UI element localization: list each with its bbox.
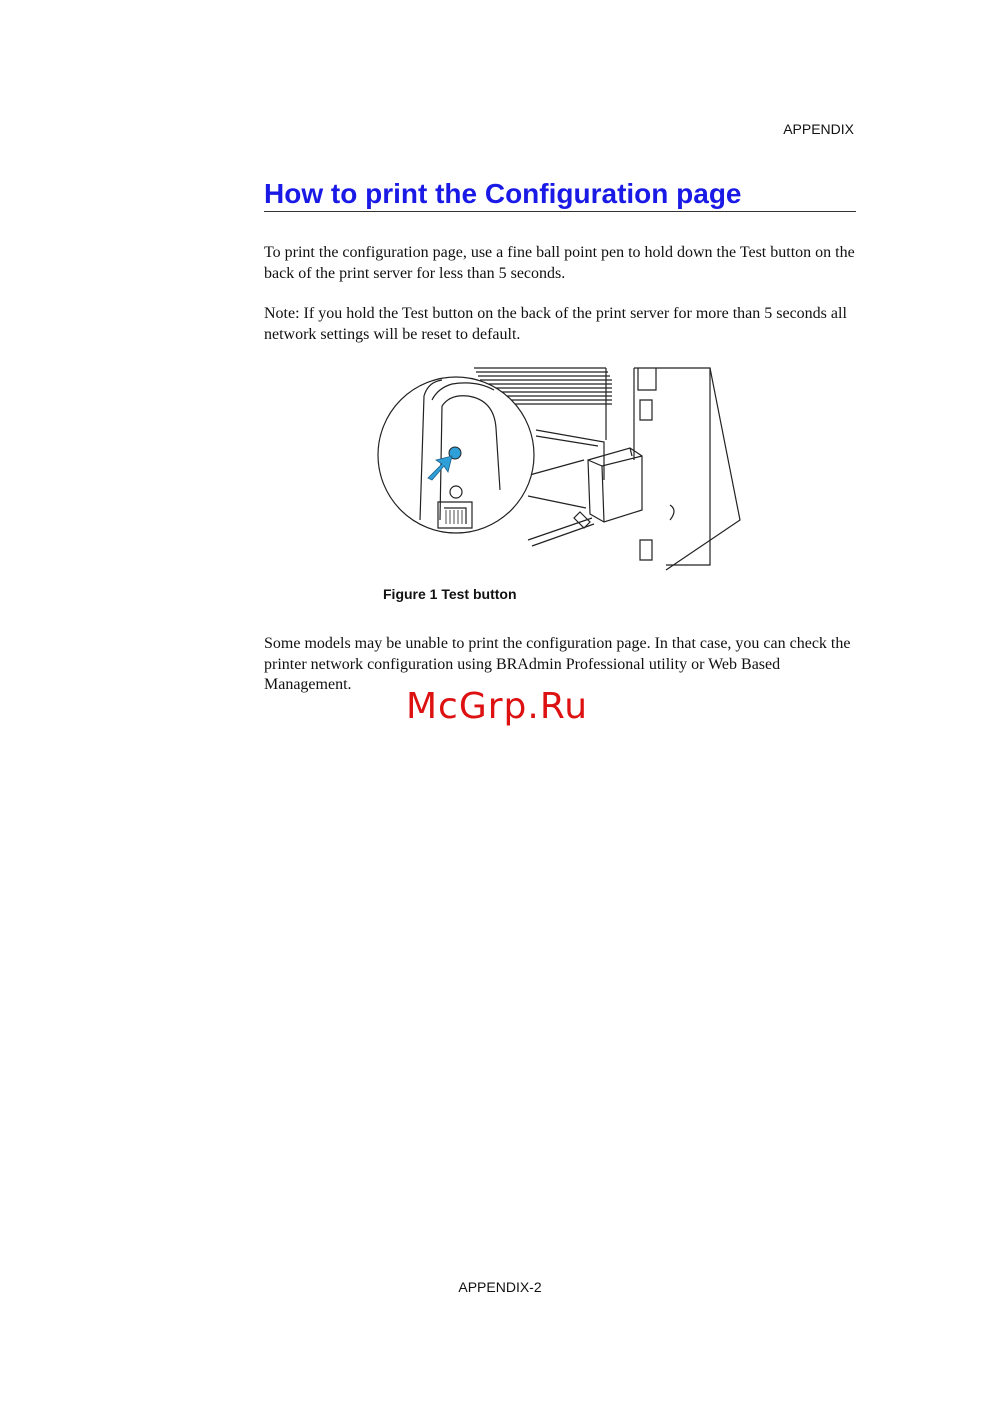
- figure-caption: Figure 1 Test button: [383, 586, 517, 602]
- paragraph-alternative: Some models may be unable to print the configuration page. In that case, you can check the printer network configuration using BRAdmin Professional utility or Web Based Management.: [264, 635, 851, 693]
- page-number: APPENDIX-2: [458, 1279, 542, 1295]
- paragraph-note: Note: If you hold the Test button on the back of the print server for more than 5 seconds all network settings will be reset to default.: [264, 305, 847, 343]
- paragraph-instructions: To print the configuration page, use a fine ball point pen to hold down the Test button on the back of the print server for less than 5 seconds.: [264, 244, 855, 282]
- printer-test-button-illustration: [376, 360, 746, 575]
- watermark-text: McGrp.Ru: [406, 686, 589, 727]
- page-title: How to print the Configuration page: [264, 178, 856, 212]
- running-header: APPENDIX: [783, 121, 854, 137]
